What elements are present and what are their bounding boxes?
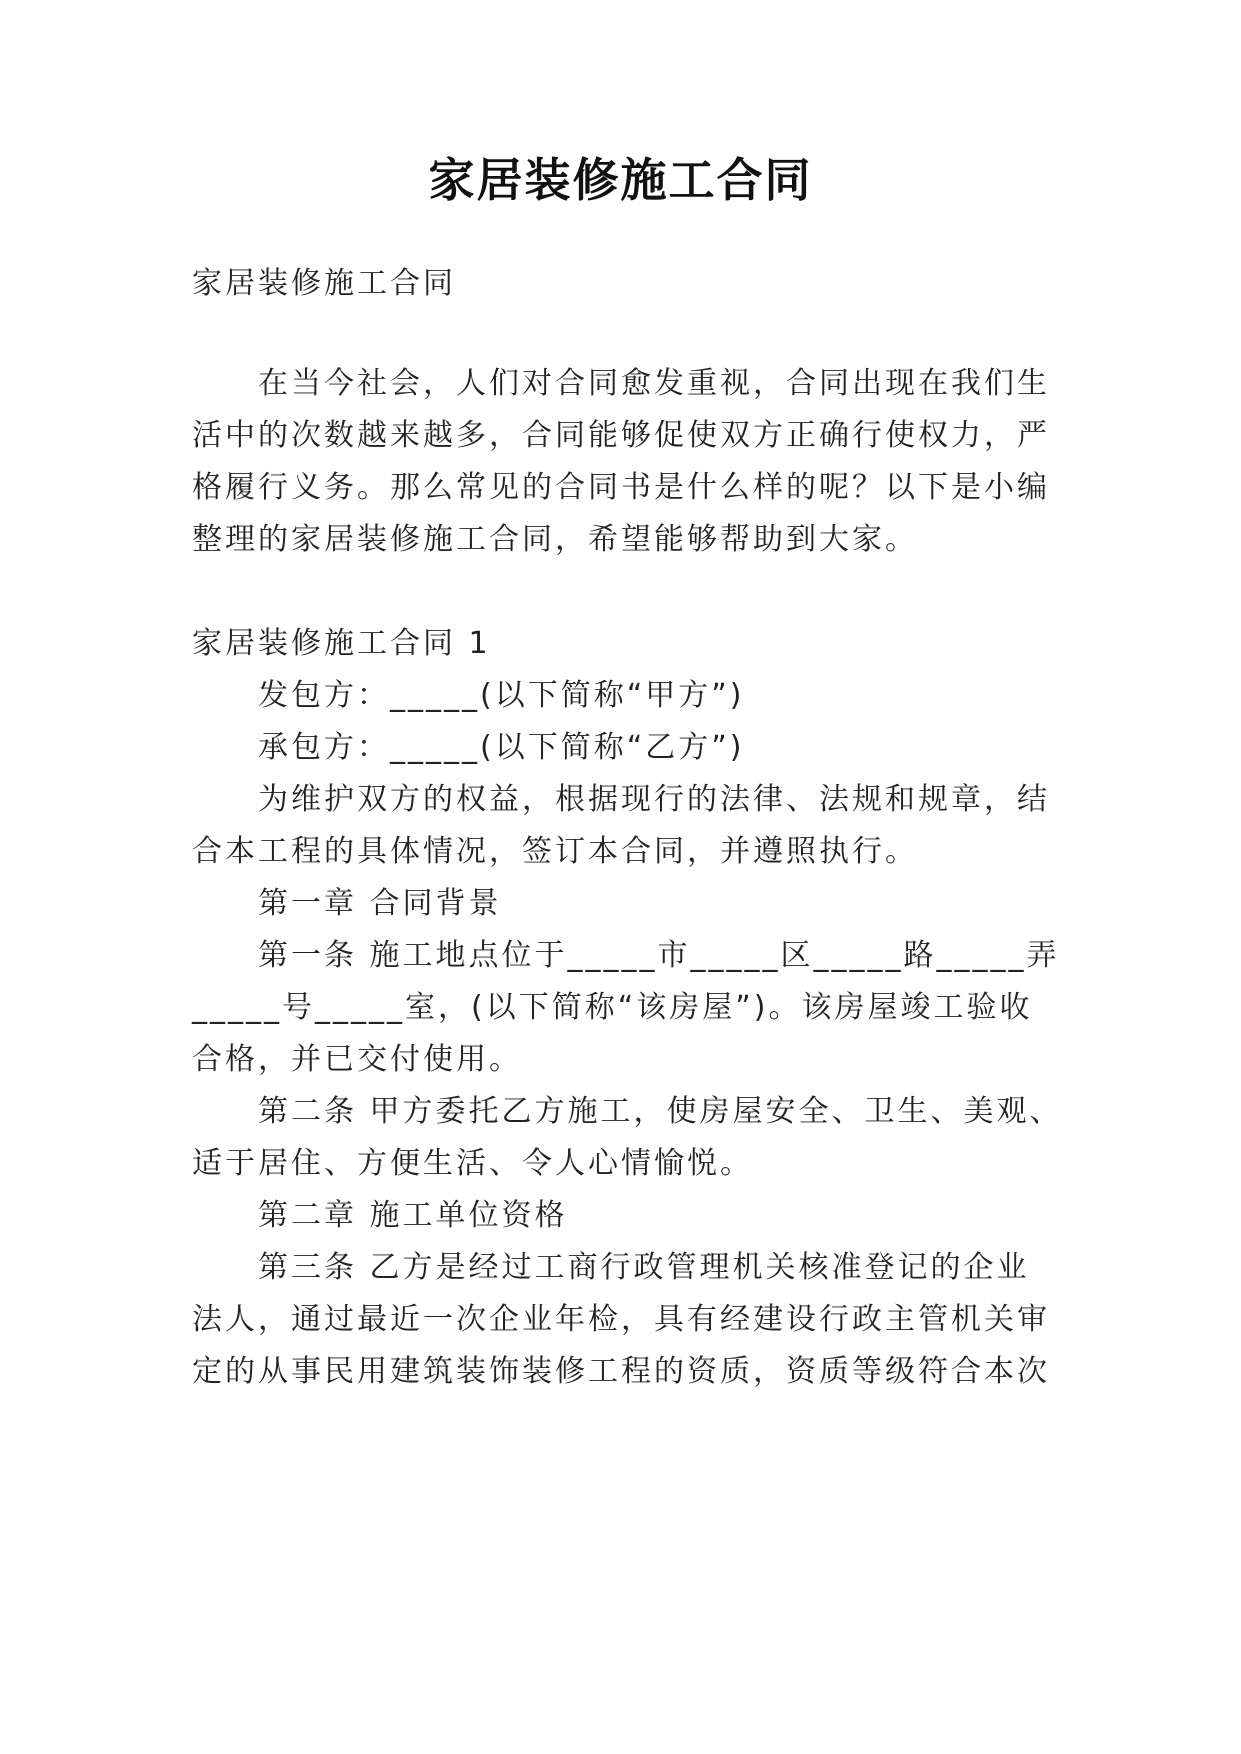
section-heading: 家居装修施工合同 1 — [192, 626, 491, 661]
intro-line-1: 在当今社会，人们对合同愈发重视，合同出现在我们生 — [258, 366, 1050, 401]
intro-line-3: 格履行义务。那么常见的合同书是什么样的呢？以下是小编 — [192, 470, 1050, 505]
contractor-line: 承包方：_____(以下简称“乙方”) — [258, 730, 745, 765]
chapter-2-heading: 第二章 施工单位资格 — [258, 1198, 568, 1233]
article-2-line-2: 适于居住、方便生活、令人心情愉悦。 — [192, 1146, 753, 1181]
chapter-1-heading: 第一章 合同背景 — [258, 886, 502, 921]
article-3-line-3: 定的从事民用建筑装饰装修工程的资质，资质等级符合本次 — [192, 1354, 1050, 1389]
preamble-line-2: 合本工程的具体情况，签订本合同，并遵照执行。 — [192, 834, 918, 869]
document-title: 家居装修施工合同 — [428, 153, 813, 207]
subtitle-line: 家居装修施工合同 — [192, 266, 456, 301]
article-1-line-2: _____号_____室，(以下简称“该房屋”)。该房屋竣工验收 — [192, 990, 1033, 1025]
article-2-line-1: 第二条 甲方委托乙方施工，使房屋安全、卫生、美观、 — [258, 1094, 1063, 1129]
employer-line: 发包方：_____(以下简称“甲方”) — [258, 678, 745, 713]
article-1-line-3: 合格，并已交付使用。 — [192, 1042, 522, 1077]
article-3-line-1: 第三条 乙方是经过工商行政管理机关核准登记的企业 — [258, 1250, 1030, 1285]
intro-line-2: 活中的次数越来越多，合同能够促使双方正确行使权力，严 — [192, 418, 1050, 453]
intro-line-4: 整理的家居装修施工合同，希望能够帮助到大家。 — [192, 522, 918, 557]
article-1-line-1: 第一条 施工地点位于_____市_____区_____路_____弄 — [258, 938, 1060, 973]
preamble-line-1: 为维护双方的权益，根据现行的法律、法规和规章，结 — [258, 782, 1050, 817]
article-3-line-2: 法人，通过最近一次企业年检，具有经建设行政主管机关审 — [192, 1302, 1050, 1337]
